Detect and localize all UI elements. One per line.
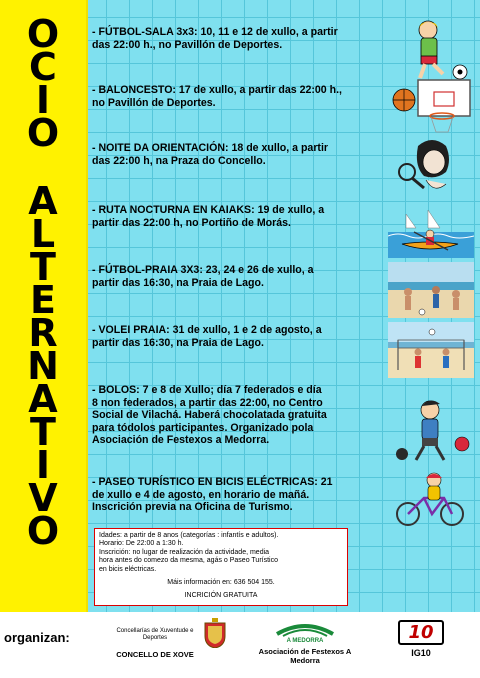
title-letter: V bbox=[28, 476, 58, 520]
activity-bicis bbox=[88, 474, 480, 526]
activity-text: - PASEO TURÍSTICO EN BICIS ELÉCTRICAS: 21 de xullo e 4 de agosto, en horario de mañá. Inscrición previa na Oficina de Turismo. bbox=[92, 476, 333, 514]
info-registration: Inscrición: no lugar de realización da actividade, media hora antes do comezo da mesma, agás o Paseo Turístico en bicis eléctricas. bbox=[99, 548, 278, 573]
beach-volley-icon bbox=[388, 322, 474, 378]
bowls-icon bbox=[388, 392, 474, 472]
basketball-icon bbox=[388, 78, 474, 140]
activity-text: - BOLOS: 7 e 8 de Xullo; día 7 federados e día 8 non federados, a partir das 22:00, no Centro Social de Vilachá. Haberá chocolatada gratuita para tódolos participantes. Organizado pola Asociación de Festexos a Medorra. bbox=[92, 384, 327, 447]
org1-caption: Concellarías de Xuventude e Deportes bbox=[116, 628, 194, 641]
title-letter: O bbox=[26, 12, 60, 56]
title-letter: T bbox=[30, 410, 56, 454]
activity-futbol-praia bbox=[88, 262, 480, 322]
org3-name: IG10 bbox=[411, 648, 431, 658]
activity-text: - NOITE DA ORIENTACIÓN: 18 de xullo, a partir das 22:00 h, na Praza do Concello. bbox=[92, 142, 329, 167]
activity-text: - BALONCESTO: 17 de xullo, a partir das 22:00 h., no Pavillón de Deportes. bbox=[92, 84, 342, 109]
title-letter: T bbox=[30, 245, 56, 289]
kayak-icon bbox=[388, 202, 474, 258]
title-letter: A bbox=[28, 179, 58, 223]
org1-name: CONCELLO DE XOVE bbox=[116, 650, 194, 659]
info-free: INCRICIÓN GRATUITA bbox=[184, 592, 258, 600]
title-letter: O bbox=[26, 509, 60, 553]
activity-baloncesto bbox=[88, 84, 480, 140]
ig10-mark: 10 bbox=[398, 620, 444, 645]
logo-ig10 bbox=[398, 620, 444, 658]
vertical-title bbox=[0, 12, 86, 618]
activity-text: - FÚTBOL-PRAIA 3X3: 23, 24 e 26 de xullo, a partir das 16:30, na Praia de Lago. bbox=[92, 264, 314, 289]
activity-futbol-sala bbox=[88, 22, 480, 82]
title-letter: N bbox=[27, 344, 59, 388]
title-word-alternativo bbox=[26, 179, 60, 553]
title-letter: A bbox=[28, 377, 58, 421]
bike-icon bbox=[388, 472, 474, 528]
activities-panel bbox=[88, 0, 480, 612]
activity-text: - VOLEI PRAIA: 31 de xullo, 1 e 2 de agosto, a partir das 16:30, na Praia de Lago. bbox=[92, 324, 322, 349]
orienteering-icon bbox=[388, 136, 474, 198]
medorra-mark-icon bbox=[275, 618, 335, 638]
title-letter: O bbox=[26, 111, 60, 155]
beach-soccer-icon bbox=[388, 262, 474, 318]
activity-text: - RUTA NOCTURNA EN KAIAKS: 19 de xullo, a partir das 22:00 h, no Portiño de Morás. bbox=[92, 204, 325, 229]
activity-volei-praia bbox=[88, 322, 480, 382]
title-strip bbox=[0, 0, 88, 612]
title-letter: E bbox=[30, 278, 56, 322]
activity-text: - FÚTBOL-SALA 3x3: 10, 11 e 12 de xullo, a partir das 22:00 h., no Pavillón de Deportes. bbox=[92, 26, 338, 51]
activity-kayaks bbox=[88, 202, 480, 262]
logo-medorra bbox=[250, 618, 360, 665]
info-schedule: Horario: De 22:00 a 1:30 h. bbox=[99, 540, 184, 548]
soccer-icon bbox=[388, 16, 474, 86]
footer bbox=[0, 612, 480, 678]
org2-name: Asociación de Festexos A Medorra bbox=[258, 647, 352, 665]
activity-orientacion bbox=[88, 142, 480, 202]
activity-bolos bbox=[88, 382, 480, 474]
title-letter: L bbox=[30, 212, 56, 256]
coat-of-arms-icon bbox=[202, 618, 228, 648]
title-word-ocio bbox=[26, 12, 60, 155]
organizers-label: organizan: bbox=[4, 630, 70, 645]
title-letter: R bbox=[28, 311, 58, 355]
title-letter: I bbox=[35, 443, 51, 487]
title-letter: C bbox=[29, 45, 57, 89]
info-ages: Idades: a partir de 8 anos (categorías : infantís e adultos). bbox=[99, 532, 279, 539]
info-more: Máis información en: 636 504 155. bbox=[167, 579, 275, 587]
info-box bbox=[94, 528, 348, 606]
org2-mark: A MEDORRA bbox=[286, 638, 324, 644]
title-letter: I bbox=[35, 78, 51, 122]
